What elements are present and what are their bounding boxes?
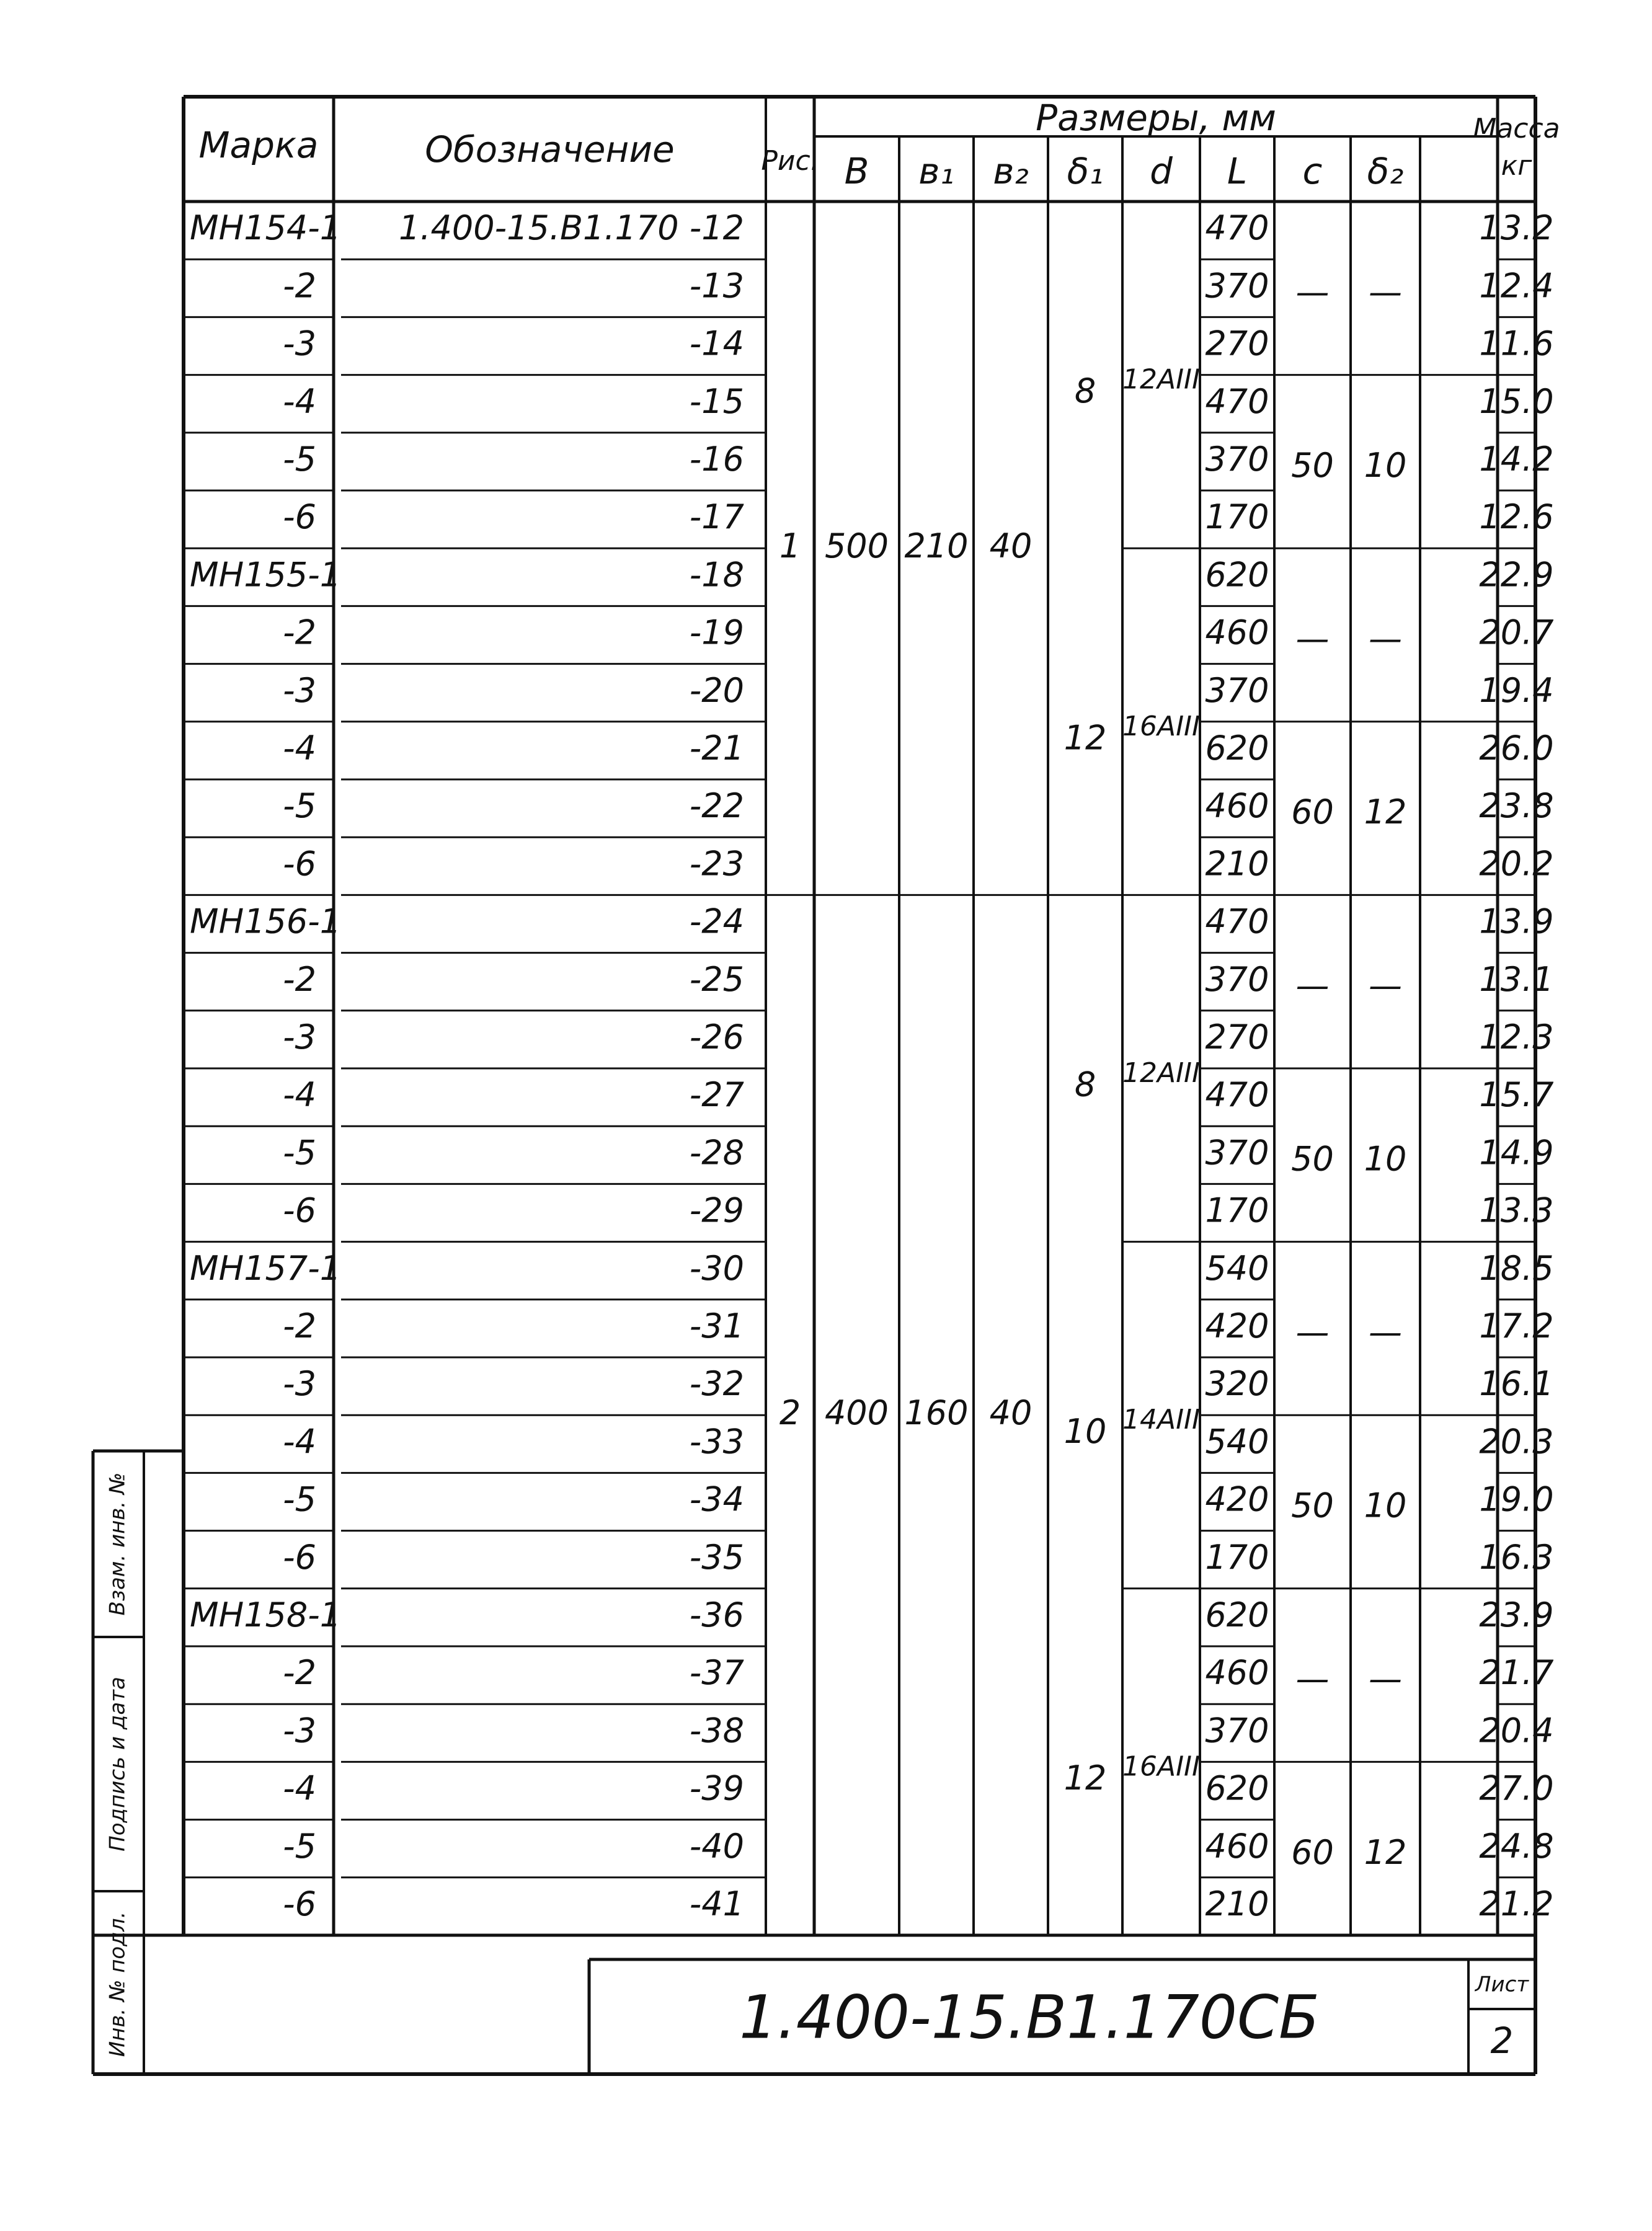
row-massa: 13.1 <box>1479 959 1554 999</box>
row-marka: -6 <box>283 497 316 537</box>
row-marka: -4 <box>283 729 316 768</box>
group-delta2: 10 <box>1364 1139 1407 1179</box>
row-oboznachenie: -30 <box>689 1248 744 1288</box>
row-massa: 23.9 <box>1479 1595 1554 1635</box>
row-marka: -5 <box>283 1479 316 1519</box>
header-col-d2: δ₂ <box>1367 150 1404 193</box>
row-marka: -6 <box>283 1191 316 1230</box>
row-marka: -5 <box>283 786 316 826</box>
row-marka: -5 <box>283 1826 316 1866</box>
side-inv: Инв. № подл. <box>105 1911 130 2057</box>
row-massa: 16.3 <box>1479 1537 1554 1577</box>
row-marka: -3 <box>283 1364 316 1404</box>
row-oboznachenie: -15 <box>689 381 744 421</box>
group-delta2: 12 <box>1364 792 1407 832</box>
row-marka: -2 <box>283 1653 316 1693</box>
row-massa: 21.2 <box>1479 1884 1554 1924</box>
group-b1: 160 <box>904 1393 969 1432</box>
row-oboznachenie: -27 <box>689 1075 744 1115</box>
header-col-B: B <box>844 150 869 193</box>
row-length-L: 170 <box>1205 1537 1269 1577</box>
group-b2: 40 <box>989 526 1032 566</box>
header-ris: Рис. <box>761 145 819 177</box>
row-length-L: 420 <box>1205 1306 1269 1346</box>
group-delta2: — <box>1369 272 1402 312</box>
group-c: — <box>1295 272 1330 312</box>
group-delta2: — <box>1369 1313 1402 1352</box>
group-ris: 1 <box>779 526 801 566</box>
row-length-L: 470 <box>1205 381 1269 421</box>
group-d: 14АIII <box>1122 1404 1201 1436</box>
row-massa: 15.7 <box>1479 1075 1554 1115</box>
row-massa: 22.9 <box>1479 555 1554 595</box>
row-massa: 26.0 <box>1479 729 1554 768</box>
row-oboznachenie: -28 <box>689 1133 744 1173</box>
header-razmery: Размеры, мм <box>1036 97 1276 140</box>
row-length-L: 540 <box>1205 1248 1269 1288</box>
row-oboznachenie: -29 <box>689 1191 744 1230</box>
group-c: — <box>1295 619 1330 659</box>
row-length-L: 370 <box>1205 266 1269 306</box>
row-marka: -2 <box>283 959 316 999</box>
row-oboznachenie: -36 <box>689 1595 744 1635</box>
row-massa: 20.3 <box>1479 1422 1554 1461</box>
row-length-L: 470 <box>1205 208 1269 248</box>
row-massa: 20.2 <box>1479 844 1554 884</box>
sheet-label: Лист <box>1475 1972 1529 1997</box>
row-oboznachenie: -31 <box>689 1306 744 1346</box>
row-oboznachenie: -21 <box>689 729 744 768</box>
row-massa: 21.7 <box>1479 1653 1554 1693</box>
row-length-L: 170 <box>1205 497 1269 537</box>
row-length-L: 540 <box>1205 1422 1269 1461</box>
row-oboznachenie: -13 <box>689 266 744 306</box>
row-massa: 14.9 <box>1479 1133 1554 1173</box>
row-length-L: 620 <box>1205 1595 1269 1635</box>
group-delta2: — <box>1369 619 1402 659</box>
group-delta1: 12 <box>1064 1759 1107 1798</box>
header-col-b1: в₁ <box>918 150 954 193</box>
group-delta2: 10 <box>1364 1486 1407 1525</box>
row-oboznachenie: 1.400-15.В1.170 -12 <box>399 208 744 248</box>
row-massa: 13.3 <box>1479 1191 1554 1230</box>
group-c: — <box>1295 1313 1330 1352</box>
group-delta2: 12 <box>1364 1832 1407 1872</box>
row-oboznachenie: -32 <box>689 1364 744 1404</box>
group-c: — <box>1295 1659 1330 1699</box>
row-marka: -3 <box>283 324 316 363</box>
row-length-L: 270 <box>1205 1018 1269 1057</box>
row-oboznachenie: -18 <box>689 555 744 595</box>
group-delta1: 8 <box>1074 1065 1096 1104</box>
row-length-L: 320 <box>1205 1364 1269 1404</box>
row-marka: -2 <box>283 1306 316 1346</box>
group-delta2: — <box>1369 965 1402 1005</box>
group-b1: 210 <box>904 526 969 566</box>
row-oboznachenie: -39 <box>689 1768 744 1808</box>
row-length-L: 620 <box>1205 555 1269 595</box>
group-c: 50 <box>1291 1139 1334 1179</box>
row-massa: 12.6 <box>1479 497 1554 537</box>
row-marka: -3 <box>283 1018 316 1057</box>
row-marka: МН157-1 <box>190 1248 342 1288</box>
row-marka: -3 <box>283 670 316 710</box>
group-ris: 2 <box>779 1393 801 1432</box>
header-massa: Масса <box>1473 113 1560 144</box>
row-marka: МН155-1 <box>190 555 342 595</box>
row-length-L: 370 <box>1205 1711 1269 1750</box>
group-delta1: 8 <box>1074 371 1096 411</box>
row-length-L: 210 <box>1205 1884 1269 1924</box>
row-length-L: 620 <box>1205 1768 1269 1808</box>
group-c: 50 <box>1291 446 1334 486</box>
side-vzam: Взам. инв. № <box>105 1472 130 1616</box>
row-length-L: 420 <box>1205 1479 1269 1519</box>
row-massa: 19.0 <box>1479 1479 1554 1519</box>
row-massa: 27.0 <box>1479 1768 1554 1808</box>
row-marka: -6 <box>283 1884 316 1924</box>
row-marka: -2 <box>283 613 316 652</box>
group-d: 16АIII <box>1122 1750 1201 1783</box>
row-massa: 14.2 <box>1479 440 1554 479</box>
row-marka: -4 <box>283 1075 316 1115</box>
header-marka: Марка <box>198 124 319 167</box>
row-oboznachenie: -20 <box>689 670 744 710</box>
header-col-c: c <box>1302 150 1323 193</box>
header-col-d: d <box>1150 150 1173 193</box>
row-length-L: 460 <box>1205 613 1269 652</box>
row-oboznachenie: -24 <box>689 902 744 941</box>
row-massa: 11.6 <box>1479 324 1554 363</box>
row-massa: 23.8 <box>1479 786 1554 826</box>
row-marka: -6 <box>283 844 316 884</box>
header-oboznachenie: Обозначение <box>425 128 675 171</box>
row-length-L: 210 <box>1205 844 1269 884</box>
row-oboznachenie: -23 <box>689 844 744 884</box>
row-marka: -4 <box>283 1768 316 1808</box>
group-c: 60 <box>1291 792 1334 832</box>
drawing-code: 1.400-15.В1.170СБ <box>739 1982 1320 2052</box>
group-c: 60 <box>1291 1832 1334 1872</box>
group-delta2: — <box>1369 1659 1402 1699</box>
row-length-L: 460 <box>1205 1826 1269 1866</box>
row-length-L: 460 <box>1205 1653 1269 1693</box>
row-oboznachenie: -41 <box>689 1884 744 1924</box>
row-marka: -5 <box>283 440 316 479</box>
row-oboznachenie: -40 <box>689 1826 744 1866</box>
row-massa: 12.3 <box>1479 1018 1554 1057</box>
row-massa: 24.8 <box>1479 1826 1554 1866</box>
group-d: 16АIII <box>1122 710 1201 742</box>
row-massa: 12.4 <box>1479 266 1554 306</box>
row-oboznachenie: -35 <box>689 1537 744 1577</box>
group-c: — <box>1295 965 1330 1005</box>
group-d: 12АIII <box>1122 363 1201 396</box>
side-podpis: Подпись и дата <box>105 1677 130 1852</box>
row-marka: -4 <box>283 1422 316 1461</box>
row-length-L: 620 <box>1205 729 1269 768</box>
row-length-L: 470 <box>1205 902 1269 941</box>
row-oboznachenie: -26 <box>689 1018 744 1057</box>
row-massa: 20.7 <box>1479 613 1554 652</box>
group-d: 12АIII <box>1122 1057 1201 1089</box>
row-massa: 13.9 <box>1479 902 1554 941</box>
row-marka: -3 <box>283 1711 316 1750</box>
row-massa: 19.4 <box>1479 670 1554 710</box>
group-delta2: 10 <box>1364 446 1407 486</box>
row-oboznachenie: -14 <box>689 324 744 363</box>
group-delta1: 12 <box>1064 718 1107 758</box>
row-length-L: 270 <box>1205 324 1269 363</box>
row-length-L: 470 <box>1205 1075 1269 1115</box>
row-oboznachenie: -34 <box>689 1479 744 1519</box>
row-marka: МН158-1 <box>190 1595 342 1635</box>
row-marka: -6 <box>283 1537 316 1577</box>
header-col-b2: в₂ <box>993 150 1029 193</box>
row-oboznachenie: -33 <box>689 1422 744 1461</box>
group-B: 400 <box>824 1393 889 1432</box>
header-col-L: L <box>1227 150 1248 193</box>
header-col-d1: δ₁ <box>1067 150 1104 193</box>
group-delta1: 10 <box>1064 1411 1107 1451</box>
row-oboznachenie: -38 <box>689 1711 744 1750</box>
row-length-L: 370 <box>1205 959 1269 999</box>
group-B: 500 <box>824 526 889 566</box>
row-marka: -2 <box>283 266 316 306</box>
row-massa: 16.1 <box>1479 1364 1554 1404</box>
row-length-L: 370 <box>1205 670 1269 710</box>
row-length-L: 460 <box>1205 786 1269 826</box>
group-b2: 40 <box>989 1393 1032 1432</box>
row-marka: МН156-1 <box>190 902 342 941</box>
row-oboznachenie: -25 <box>689 959 744 999</box>
row-massa: 20.4 <box>1479 1711 1554 1750</box>
row-marka: -4 <box>283 381 316 421</box>
row-length-L: 370 <box>1205 1133 1269 1173</box>
row-massa: 13.2 <box>1479 208 1554 248</box>
row-oboznachenie: -22 <box>689 786 744 826</box>
row-oboznachenie: -16 <box>689 440 744 479</box>
row-massa: 18.5 <box>1479 1248 1554 1288</box>
row-oboznachenie: -37 <box>689 1653 744 1693</box>
header-massa-unit: кг <box>1501 150 1532 182</box>
group-c: 50 <box>1291 1486 1334 1525</box>
row-length-L: 170 <box>1205 1191 1269 1230</box>
row-marka: -5 <box>283 1133 316 1173</box>
row-oboznachenie: -19 <box>689 613 744 652</box>
row-marka: МН154-1 <box>190 208 342 248</box>
row-massa: 17.2 <box>1479 1306 1554 1346</box>
sheet-number: 2 <box>1490 2020 1514 2062</box>
row-massa: 15.0 <box>1479 381 1554 421</box>
row-length-L: 370 <box>1205 440 1269 479</box>
row-oboznachenie: -17 <box>689 497 744 537</box>
